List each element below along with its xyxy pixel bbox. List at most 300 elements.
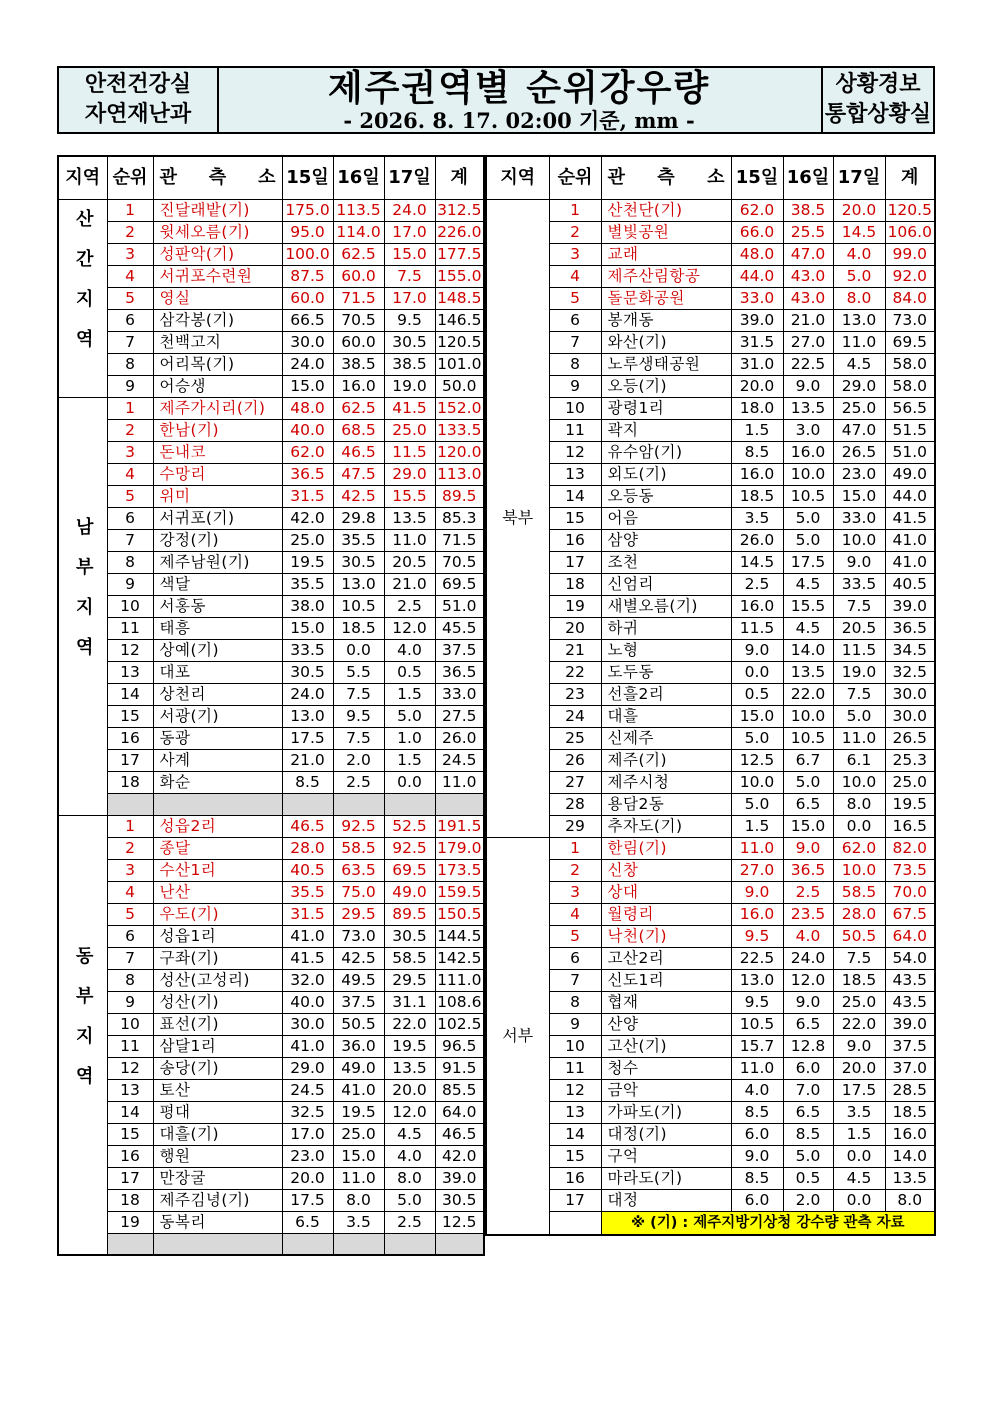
table-row <box>486 617 935 639</box>
day15-cell: 5.0 <box>731 727 783 749</box>
day15-cell: 31.5 <box>282 485 333 507</box>
total-cell: 111.0 <box>435 969 484 991</box>
table-row <box>486 705 935 727</box>
rank-cell: 17 <box>549 551 601 573</box>
table-row <box>58 529 484 551</box>
day17-cell: 20.0 <box>384 1079 435 1101</box>
empty-cell <box>333 1233 384 1255</box>
page-title: 제주권역별 순위강우량 <box>327 68 711 109</box>
table-row <box>58 1013 484 1035</box>
station-cell: 신제주 <box>601 727 731 749</box>
day15-cell: 11.5 <box>731 617 783 639</box>
day17-cell: 0.0 <box>833 1145 885 1167</box>
day15-cell: 24.0 <box>282 353 333 375</box>
table-row <box>58 243 484 265</box>
total-cell: 96.5 <box>435 1035 484 1057</box>
day15-cell: 0.0 <box>731 661 783 683</box>
day16-cell: 5.0 <box>783 771 833 793</box>
department-label <box>59 68 219 132</box>
total-cell: 133.5 <box>435 419 484 441</box>
day17-cell: 4.0 <box>833 243 885 265</box>
day17-cell: 21.0 <box>384 573 435 595</box>
table-row <box>486 683 935 705</box>
station-cell: 성읍1리 <box>153 925 282 947</box>
rank-cell: 7 <box>107 947 153 969</box>
rank-cell: 9 <box>107 991 153 1013</box>
day17-cell: 17.0 <box>384 221 435 243</box>
station-cell: 신엄리 <box>601 573 731 595</box>
day15-cell: 38.0 <box>282 595 333 617</box>
table-row <box>58 727 484 749</box>
empty-cell <box>435 793 484 815</box>
station-cell: 서귀포(기) <box>153 507 282 529</box>
rank-cell: 19 <box>107 1211 153 1233</box>
table-row <box>58 661 484 683</box>
table-row <box>486 837 935 859</box>
day16-cell: 17.5 <box>783 551 833 573</box>
station-cell: 대흘(기) <box>153 1123 282 1145</box>
day15-cell: 27.0 <box>731 859 783 881</box>
day17-cell: 25.0 <box>384 419 435 441</box>
rank-cell: 9 <box>549 375 601 397</box>
day15-cell: 9.5 <box>731 991 783 1013</box>
day17-cell: 13.0 <box>833 309 885 331</box>
station-cell: 금악 <box>601 1079 731 1101</box>
rank-cell: 5 <box>549 287 601 309</box>
station-cell: 제주(기) <box>601 749 731 771</box>
station-cell: 오등(기) <box>601 375 731 397</box>
day15-cell: 41.0 <box>282 1035 333 1057</box>
day15-cell: 40.0 <box>282 419 333 441</box>
table-row <box>58 617 484 639</box>
footnote-cell <box>601 1211 935 1235</box>
column-header: 관 측 소 <box>153 156 282 199</box>
table-row <box>58 485 484 507</box>
total-cell: 50.0 <box>435 375 484 397</box>
table-row <box>486 969 935 991</box>
day15-cell: 19.5 <box>282 551 333 573</box>
day15-cell: 30.0 <box>282 1013 333 1035</box>
total-cell: 91.5 <box>435 1057 484 1079</box>
rank-cell: 17 <box>549 1189 601 1211</box>
empty-cell <box>549 1211 601 1235</box>
total-cell: 191.5 <box>435 815 484 837</box>
day17-cell: 7.5 <box>833 947 885 969</box>
day17-cell: 20.5 <box>384 551 435 573</box>
department-line2: 자연재난과 <box>84 102 192 127</box>
rank-cell: 14 <box>549 485 601 507</box>
rank-cell: 4 <box>107 463 153 485</box>
total-cell: 14.0 <box>885 1145 935 1167</box>
table-row <box>58 969 484 991</box>
rank-cell: 5 <box>549 925 601 947</box>
rank-cell: 6 <box>107 309 153 331</box>
station-cell: 동광 <box>153 727 282 749</box>
station-cell: 용담2동 <box>601 793 731 815</box>
table-row <box>486 1123 935 1145</box>
title-block <box>217 68 823 132</box>
rank-cell: 4 <box>107 265 153 287</box>
left-rainfall-table <box>57 155 485 1256</box>
total-cell: 16.5 <box>885 815 935 837</box>
day16-cell: 60.0 <box>333 331 384 353</box>
station-cell: 사계 <box>153 749 282 771</box>
rank-cell: 15 <box>107 1123 153 1145</box>
day15-cell: 11.0 <box>731 837 783 859</box>
day17-cell: 8.0 <box>384 1167 435 1189</box>
day15-cell: 21.0 <box>282 749 333 771</box>
total-cell: 25.3 <box>885 749 935 771</box>
day15-cell: 6.0 <box>731 1123 783 1145</box>
day15-cell: 16.0 <box>731 595 783 617</box>
rank-cell: 6 <box>107 925 153 947</box>
total-cell: 179.0 <box>435 837 484 859</box>
table-row <box>486 903 935 925</box>
total-cell: 69.5 <box>435 573 484 595</box>
footnote-text: ※ (기) : 제주지방기상청 강수량 관측 자료 <box>630 1214 905 1231</box>
table-row <box>58 837 484 859</box>
day15-cell: 24.0 <box>282 683 333 705</box>
day16-cell: 7.5 <box>333 727 384 749</box>
table-row <box>58 419 484 441</box>
station-cell: 동복리 <box>153 1211 282 1233</box>
rank-cell: 12 <box>549 1079 601 1101</box>
day15-cell: 17.0 <box>282 1123 333 1145</box>
day15-cell: 17.5 <box>282 727 333 749</box>
total-cell: 155.0 <box>435 265 484 287</box>
day17-cell: 8.0 <box>833 287 885 309</box>
total-cell: 144.5 <box>435 925 484 947</box>
day16-cell: 4.0 <box>783 925 833 947</box>
day15-cell: 8.5 <box>282 771 333 793</box>
empty-cell <box>107 1233 153 1255</box>
station-cell: 삼각봉(기) <box>153 309 282 331</box>
day16-cell: 36.5 <box>783 859 833 881</box>
total-cell: 51.5 <box>885 419 935 441</box>
rank-cell: 16 <box>549 1167 601 1189</box>
day16-cell: 8.0 <box>333 1189 384 1211</box>
rank-cell: 12 <box>107 639 153 661</box>
table-row <box>486 1057 935 1079</box>
table-row <box>58 771 484 793</box>
day17-cell: 0.0 <box>833 815 885 837</box>
table-row <box>486 397 935 419</box>
rank-cell: 20 <box>549 617 601 639</box>
day15-cell: 1.5 <box>731 419 783 441</box>
rank-cell: 4 <box>107 881 153 903</box>
day17-cell: 50.5 <box>833 925 885 947</box>
day16-cell: 8.5 <box>783 1123 833 1145</box>
day16-cell: 25.0 <box>333 1123 384 1145</box>
rank-cell: 13 <box>107 661 153 683</box>
day17-cell: 30.5 <box>384 331 435 353</box>
total-cell: 71.5 <box>435 529 484 551</box>
station-cell: 제주김녕(기) <box>153 1189 282 1211</box>
station-cell: 돈내코 <box>153 441 282 463</box>
table-row <box>486 1035 935 1057</box>
rank-cell: 3 <box>549 881 601 903</box>
day16-cell: 49.0 <box>333 1057 384 1079</box>
day16-cell: 25.5 <box>783 221 833 243</box>
rank-cell: 1 <box>107 199 153 221</box>
day16-cell: 6.5 <box>783 793 833 815</box>
day16-cell: 6.0 <box>783 1057 833 1079</box>
table-row <box>486 419 935 441</box>
day15-cell: 3.5 <box>731 507 783 529</box>
station-cell: 대흘 <box>601 705 731 727</box>
rank-cell: 6 <box>107 507 153 529</box>
rank-cell: 2 <box>549 859 601 881</box>
day15-cell: 18.5 <box>731 485 783 507</box>
day17-cell: 20.5 <box>833 617 885 639</box>
station-cell: 색달 <box>153 573 282 595</box>
total-cell: 312.5 <box>435 199 484 221</box>
total-cell: 85.3 <box>435 507 484 529</box>
station-cell: 만장굴 <box>153 1167 282 1189</box>
day15-cell: 66.5 <box>282 309 333 331</box>
station-cell: 삼양 <box>601 529 731 551</box>
station-cell: 하귀 <box>601 617 731 639</box>
day15-cell: 15.0 <box>731 705 783 727</box>
station-cell: 평대 <box>153 1101 282 1123</box>
station-cell: 한림(기) <box>601 837 731 859</box>
total-cell: 41.5 <box>885 507 935 529</box>
station-cell: 성읍2리 <box>153 815 282 837</box>
total-cell: 73.5 <box>885 859 935 881</box>
day17-cell: 11.0 <box>833 331 885 353</box>
table-row <box>486 859 935 881</box>
rank-cell: 16 <box>107 1145 153 1167</box>
day17-cell: 15.0 <box>833 485 885 507</box>
day16-cell: 12.0 <box>783 969 833 991</box>
day16-cell: 49.5 <box>333 969 384 991</box>
station-cell: 위미 <box>153 485 282 507</box>
station-cell: 토산 <box>153 1079 282 1101</box>
empty-cell <box>333 793 384 815</box>
day17-cell: 24.0 <box>384 199 435 221</box>
column-header: 계 <box>435 156 484 199</box>
day17-cell: 12.0 <box>384 617 435 639</box>
total-cell: 39.0 <box>885 1013 935 1035</box>
rank-cell: 16 <box>107 727 153 749</box>
total-cell: 49.0 <box>885 463 935 485</box>
station-cell: 추자도(기) <box>601 815 731 837</box>
day15-cell: 13.0 <box>282 705 333 727</box>
day16-cell: 63.5 <box>333 859 384 881</box>
empty-cell <box>384 793 435 815</box>
total-cell: 70.0 <box>885 881 935 903</box>
rank-cell: 23 <box>549 683 601 705</box>
rank-cell: 9 <box>107 375 153 397</box>
total-cell: 120.5 <box>885 199 935 221</box>
day17-cell: 4.5 <box>833 1167 885 1189</box>
day16-cell: 5.5 <box>333 661 384 683</box>
day16-cell: 15.5 <box>783 595 833 617</box>
rank-cell: 4 <box>549 265 601 287</box>
rank-cell: 13 <box>549 1101 601 1123</box>
total-cell: 16.0 <box>885 1123 935 1145</box>
rank-cell: 28 <box>549 793 601 815</box>
day15-cell: 1.5 <box>731 815 783 837</box>
total-cell: 99.0 <box>885 243 935 265</box>
rank-cell: 9 <box>107 573 153 595</box>
total-cell: 150.5 <box>435 903 484 925</box>
day16-cell: 113.5 <box>333 199 384 221</box>
station-cell: 송당(기) <box>153 1057 282 1079</box>
total-cell: 33.0 <box>435 683 484 705</box>
day17-cell: 7.5 <box>833 595 885 617</box>
station-cell: 외도(기) <box>601 463 731 485</box>
day15-cell: 31.5 <box>282 903 333 925</box>
total-cell: 11.0 <box>435 771 484 793</box>
station-cell: 성산(고성리) <box>153 969 282 991</box>
table-row <box>58 815 484 837</box>
table-row <box>486 991 935 1013</box>
empty-cell <box>107 793 153 815</box>
station-cell: 어승생 <box>153 375 282 397</box>
office-label <box>821 68 935 132</box>
station-cell: 교래 <box>601 243 731 265</box>
day15-cell: 11.0 <box>731 1057 783 1079</box>
rank-cell: 7 <box>549 331 601 353</box>
day15-cell: 18.0 <box>731 397 783 419</box>
day16-cell: 6.5 <box>783 1101 833 1123</box>
total-cell: 18.5 <box>885 1101 935 1123</box>
day17-cell: 1.5 <box>384 749 435 771</box>
day17-cell: 9.0 <box>833 1035 885 1057</box>
table-row <box>58 375 484 397</box>
page-subtitle: - 2026. 8. 17. 02:00 기준, mm - <box>343 108 695 133</box>
day17-cell: 14.5 <box>833 221 885 243</box>
total-cell: 24.5 <box>435 749 484 771</box>
day17-cell: 4.5 <box>833 353 885 375</box>
rank-cell: 5 <box>107 903 153 925</box>
day16-cell: 38.5 <box>783 199 833 221</box>
table-row <box>58 1167 484 1189</box>
day15-cell: 9.0 <box>731 639 783 661</box>
day15-cell: 9.5 <box>731 925 783 947</box>
day17-cell: 15.0 <box>384 243 435 265</box>
day17-cell: 69.5 <box>384 859 435 881</box>
station-cell: 서귀포수련원 <box>153 265 282 287</box>
rank-cell: 14 <box>107 1101 153 1123</box>
total-cell: 45.5 <box>435 617 484 639</box>
rank-cell: 18 <box>107 771 153 793</box>
table-row <box>486 1101 935 1123</box>
empty-row <box>58 793 484 815</box>
table-row <box>486 243 935 265</box>
day17-cell: 47.0 <box>833 419 885 441</box>
rank-cell: 6 <box>549 309 601 331</box>
day17-cell: 19.0 <box>833 661 885 683</box>
rank-cell: 18 <box>107 1189 153 1211</box>
day16-cell: 5.0 <box>783 507 833 529</box>
station-cell: 수망리 <box>153 463 282 485</box>
day16-cell: 11.0 <box>333 1167 384 1189</box>
rank-cell: 8 <box>107 353 153 375</box>
total-cell: 40.5 <box>885 573 935 595</box>
day16-cell: 0.0 <box>333 639 384 661</box>
day17-cell: 0.0 <box>833 1189 885 1211</box>
day15-cell: 16.0 <box>731 903 783 925</box>
day17-cell: 1.5 <box>833 1123 885 1145</box>
table-row <box>58 287 484 309</box>
table-row <box>486 793 935 815</box>
station-cell: 난산 <box>153 881 282 903</box>
column-header: 순위 <box>107 156 153 199</box>
day17-cell: 58.5 <box>384 947 435 969</box>
table-row <box>58 881 484 903</box>
station-cell: 유수암(기) <box>601 441 731 463</box>
table-row <box>58 903 484 925</box>
total-cell: 34.5 <box>885 639 935 661</box>
column-header: 17일 <box>384 156 435 199</box>
column-header: 지역 <box>58 156 107 199</box>
day15-cell: 28.0 <box>282 837 333 859</box>
day17-cell: 3.5 <box>833 1101 885 1123</box>
rank-cell: 8 <box>107 969 153 991</box>
table-row <box>58 1123 484 1145</box>
day17-cell: 33.0 <box>833 507 885 529</box>
table-row <box>486 485 935 507</box>
day15-cell: 66.0 <box>731 221 783 243</box>
day17-cell: 20.0 <box>833 1057 885 1079</box>
day15-cell: 17.5 <box>282 1189 333 1211</box>
day16-cell: 47.0 <box>783 243 833 265</box>
rank-cell: 21 <box>549 639 601 661</box>
office-line1: 상황경보 <box>835 72 921 97</box>
total-cell: 173.5 <box>435 859 484 881</box>
table-row <box>58 683 484 705</box>
total-cell: 25.0 <box>885 771 935 793</box>
total-cell: 56.5 <box>885 397 935 419</box>
day16-cell: 50.5 <box>333 1013 384 1035</box>
total-cell: 36.5 <box>885 617 935 639</box>
total-cell: 89.5 <box>435 485 484 507</box>
day16-cell: 22.5 <box>783 353 833 375</box>
day15-cell: 10.0 <box>731 771 783 793</box>
day16-cell: 15.0 <box>783 815 833 837</box>
station-cell: 한남(기) <box>153 419 282 441</box>
day16-cell: 2.5 <box>333 771 384 793</box>
table-row <box>58 507 484 529</box>
day16-cell: 24.0 <box>783 947 833 969</box>
column-header: 16일 <box>783 156 833 199</box>
table-row <box>486 639 935 661</box>
day15-cell: 5.0 <box>731 793 783 815</box>
day15-cell: 32.0 <box>282 969 333 991</box>
day15-cell: 9.0 <box>731 881 783 903</box>
day16-cell: 3.0 <box>783 419 833 441</box>
day15-cell: 35.5 <box>282 881 333 903</box>
day15-cell: 31.0 <box>731 353 783 375</box>
table-row <box>486 221 935 243</box>
rank-cell: 15 <box>549 507 601 529</box>
total-cell: 32.5 <box>885 661 935 683</box>
column-header: 17일 <box>833 156 885 199</box>
day16-cell: 27.0 <box>783 331 833 353</box>
day17-cell: 11.0 <box>833 727 885 749</box>
day15-cell: 20.0 <box>731 375 783 397</box>
table-row <box>58 1079 484 1101</box>
total-cell: 37.5 <box>885 1035 935 1057</box>
total-cell: 12.5 <box>435 1211 484 1233</box>
empty-cell <box>153 793 282 815</box>
rank-cell: 11 <box>107 1035 153 1057</box>
total-cell: 8.0 <box>885 1189 935 1211</box>
table-row <box>486 551 935 573</box>
region-label <box>58 815 107 1255</box>
